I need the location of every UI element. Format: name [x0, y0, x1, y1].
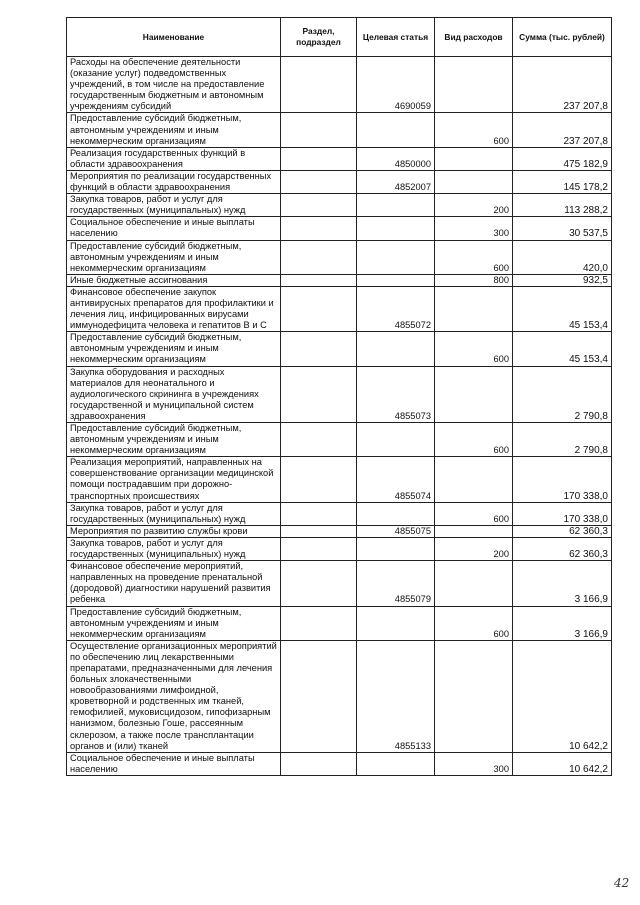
- cell-target: 4855072: [357, 286, 435, 331]
- cell-name: Предоставление субсидий бюджетным, автономным учреждениям и иным некоммерческим организациям: [67, 113, 281, 147]
- cell-kind: [435, 457, 513, 502]
- cell-sum: 475 182,9: [513, 147, 612, 170]
- cell-kind: [435, 561, 513, 606]
- cell-kind: 800: [435, 274, 513, 286]
- cell-sum: 237 207,8: [513, 113, 612, 147]
- cell-target: 4855075: [357, 525, 435, 537]
- cell-target: [357, 423, 435, 457]
- cell-target: [357, 217, 435, 240]
- cell-sum: 62 360,3: [513, 525, 612, 537]
- cell-sum: 45 153,4: [513, 286, 612, 331]
- cell-section: [281, 286, 357, 331]
- cell-sum: 170 338,0: [513, 457, 612, 502]
- cell-section: [281, 147, 357, 170]
- cell-section: [281, 561, 357, 606]
- cell-section: [281, 606, 357, 640]
- cell-section: [281, 113, 357, 147]
- cell-section: [281, 457, 357, 502]
- cell-name: Социальное обеспечение и иные выплаты населению: [67, 217, 281, 240]
- cell-name: Социальное обеспечение и иные выплаты населению: [67, 752, 281, 775]
- table-row: [67, 537, 612, 560]
- cell-name: Расходы на обеспечение деятельности (оказание услуг) подведомственных учреждений, в том числе на предоставление государственным бюджетным и автономным учреждениям субсидий: [67, 57, 281, 113]
- cell-name: Предоставление субсидий бюджетным, автономным учреждениям и иным некоммерческим организациям: [67, 606, 281, 640]
- cell-section: [281, 332, 357, 366]
- table-row: [67, 606, 612, 640]
- cell-target: 4852007: [357, 170, 435, 193]
- cell-target: 4855133: [357, 640, 435, 752]
- table-row: [67, 423, 612, 457]
- header-sum: Сумма (тыс. рублей): [513, 18, 612, 57]
- table-row: [67, 640, 612, 752]
- cell-name: Закупка товаров, работ и услуг для государственных (муниципальных) нужд: [67, 537, 281, 560]
- cell-sum: 62 360,3: [513, 537, 612, 560]
- cell-kind: 200: [435, 537, 513, 560]
- cell-section: [281, 525, 357, 537]
- table-row: [67, 561, 612, 606]
- cell-sum: 113 288,2: [513, 194, 612, 217]
- cell-target: [357, 274, 435, 286]
- cell-sum: 420,0: [513, 240, 612, 274]
- cell-target: 4690059: [357, 57, 435, 113]
- cell-target: [357, 752, 435, 775]
- cell-section: [281, 752, 357, 775]
- cell-name: Закупка оборудования и расходных материалов для неонатального и аудиологического скрининга в учреждениях государственной и муниципальной систем здравоохранения: [67, 366, 281, 422]
- table-row: [67, 57, 612, 113]
- cell-name: Реализация мероприятий, направленных на совершенствование организации медицинской помощи пострадавшим при дорожно- транспортных происшествиях: [67, 457, 281, 502]
- table-row: [67, 525, 612, 537]
- cell-name: Закупка товаров, работ и услуг для государственных (муниципальных) нужд: [67, 194, 281, 217]
- cell-kind: 600: [435, 423, 513, 457]
- table-row: [67, 752, 612, 775]
- cell-target: 4855073: [357, 366, 435, 422]
- cell-name: Реализация государственных функций в области здравоохранения: [67, 147, 281, 170]
- cell-sum: 45 153,4: [513, 332, 612, 366]
- cell-name: Финансовое обеспечение мероприятий, направленных на проведение пренатальной (дородовой) диагностики нарушений развития ребенка: [67, 561, 281, 606]
- cell-name: Мероприятия по реализации государственных функций в области здравоохранения: [67, 170, 281, 193]
- table-row: [67, 457, 612, 502]
- cell-section: [281, 194, 357, 217]
- cell-sum: 2 790,8: [513, 423, 612, 457]
- cell-section: [281, 274, 357, 286]
- cell-section: [281, 537, 357, 560]
- cell-kind: [435, 147, 513, 170]
- table-row: [67, 113, 612, 147]
- cell-kind: 300: [435, 217, 513, 240]
- cell-target: [357, 113, 435, 147]
- cell-name: Закупка товаров, работ и услуг для государственных (муниципальных) нужд: [67, 502, 281, 525]
- cell-target: [357, 606, 435, 640]
- cell-sum: 170 338,0: [513, 502, 612, 525]
- cell-kind: [435, 366, 513, 422]
- cell-name: Иные бюджетные ассигнования: [67, 274, 281, 286]
- cell-target: 4850000: [357, 147, 435, 170]
- header-kind: Вид расходов: [435, 18, 513, 57]
- cell-section: [281, 366, 357, 422]
- cell-sum: 10 642,2: [513, 752, 612, 775]
- cell-target: 4855074: [357, 457, 435, 502]
- cell-target: 4855079: [357, 561, 435, 606]
- cell-name: Мероприятия по развитию службы крови: [67, 525, 281, 537]
- table-row: [67, 286, 612, 331]
- cell-sum: 30 537,5: [513, 217, 612, 240]
- cell-name: Финансовое обеспечение закупок антивирусных препаратов для профилактики и лечения лиц, инфицированных вирусами иммунодефицита человека и гепатитов В и С: [67, 286, 281, 331]
- header-name: Наименование: [67, 18, 281, 57]
- table-row: [67, 147, 612, 170]
- cell-name: Предоставление субсидий бюджетным, автономным учреждениям и иным некоммерческим организациям: [67, 240, 281, 274]
- page-number: 42: [614, 876, 630, 890]
- cell-section: [281, 640, 357, 752]
- cell-section: [281, 57, 357, 113]
- cell-kind: [435, 57, 513, 113]
- cell-name: Предоставление субсидий бюджетным, автономным учреждениям и иным некоммерческим организациям: [67, 332, 281, 366]
- cell-kind: 200: [435, 194, 513, 217]
- cell-kind: 600: [435, 606, 513, 640]
- cell-kind: 600: [435, 113, 513, 147]
- cell-sum: 932,5: [513, 274, 612, 286]
- table-row: [67, 366, 612, 422]
- table-row: [67, 274, 612, 286]
- cell-kind: 600: [435, 240, 513, 274]
- cell-section: [281, 217, 357, 240]
- cell-kind: 600: [435, 332, 513, 366]
- cell-sum: 237 207,8: [513, 57, 612, 113]
- table-row: [67, 332, 612, 366]
- cell-name: Осуществление организационных мероприятий по обеспечению лиц лекарственными препаратами, предназначенными для лечения больных злокачественными новообразованиями лимфоидной, кроветворной и родственных им тканей, гемофилией, муковисцидозом, гипофизарным нанизмом, болезнью Гоше, рассеянным склерозом, а также после трансплантации органов и (или) тканей: [67, 640, 281, 752]
- cell-sum: 3 166,9: [513, 561, 612, 606]
- cell-target: [357, 537, 435, 560]
- header-target: Целевая статья: [357, 18, 435, 57]
- cell-name: Предоставление субсидий бюджетным, автономным учреждениям и иным некоммерческим организациям: [67, 423, 281, 457]
- cell-sum: 10 642,2: [513, 640, 612, 752]
- table-row: [67, 502, 612, 525]
- cell-kind: [435, 525, 513, 537]
- header-section: Раздел, подраздел: [281, 18, 357, 57]
- cell-kind: [435, 286, 513, 331]
- cell-section: [281, 423, 357, 457]
- cell-kind: 600: [435, 502, 513, 525]
- cell-sum: 3 166,9: [513, 606, 612, 640]
- cell-sum: 2 790,8: [513, 366, 612, 422]
- table-row: [67, 240, 612, 274]
- cell-section: [281, 170, 357, 193]
- cell-kind: [435, 170, 513, 193]
- header-row: [67, 18, 612, 57]
- cell-kind: [435, 640, 513, 752]
- cell-target: [357, 502, 435, 525]
- cell-target: [357, 194, 435, 217]
- table-row: [67, 170, 612, 193]
- cell-section: [281, 240, 357, 274]
- cell-sum: 145 178,2: [513, 170, 612, 193]
- cell-section: [281, 502, 357, 525]
- cell-target: [357, 240, 435, 274]
- table-row: [67, 217, 612, 240]
- budget-table: [66, 17, 612, 776]
- cell-target: [357, 332, 435, 366]
- table-row: [67, 194, 612, 217]
- cell-kind: 300: [435, 752, 513, 775]
